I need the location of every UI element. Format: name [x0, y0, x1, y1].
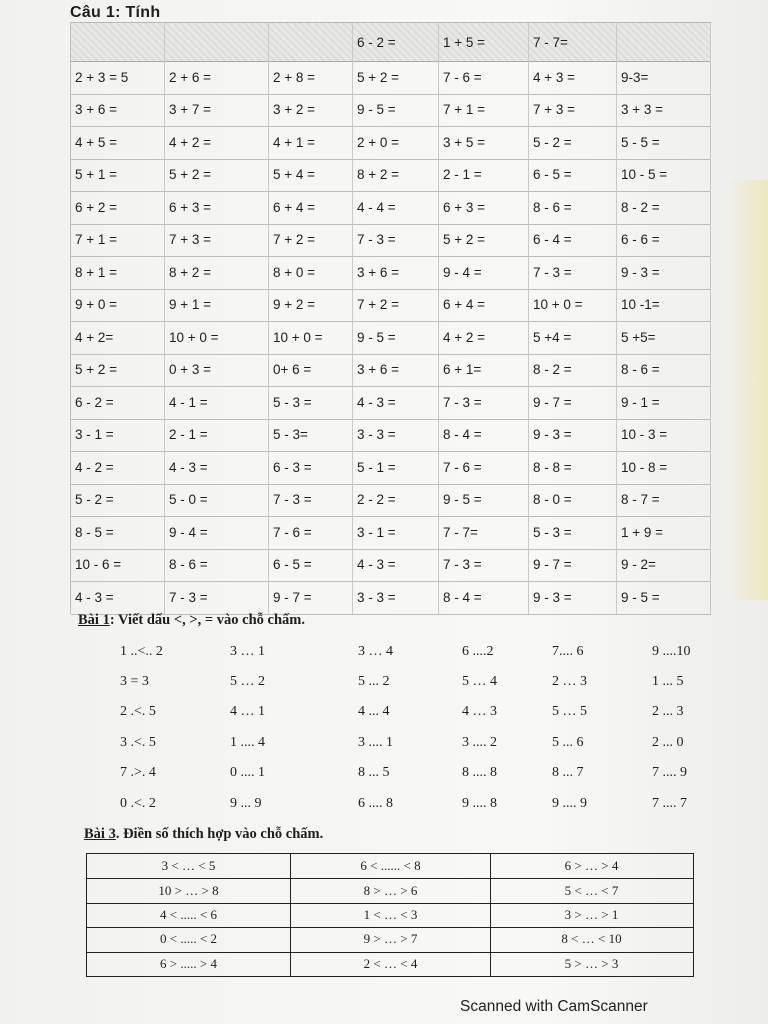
comparison-item: 5 … 4	[462, 674, 497, 689]
calc-cell: 8 - 6 =	[617, 354, 711, 387]
calc-cell: 5 - 1 =	[353, 451, 439, 484]
calc-cell: 3 - 1 =	[353, 516, 439, 549]
calc-row	[71, 419, 711, 453]
comparison-item: 0 .... 1	[230, 765, 265, 780]
fill-cell: 5 > … > 3	[564, 955, 619, 971]
calc-cell: 2 + 6 =	[165, 61, 269, 94]
calc-cell: 9 - 7 =	[529, 386, 617, 419]
comparison-item: 2 … 3	[552, 674, 587, 689]
calc-cell: 8 - 4 =	[439, 581, 529, 614]
calc-cell: 6 - 5 =	[269, 549, 353, 582]
comparison-item: 5 … 2	[230, 674, 265, 689]
calc-cell: 7 - 3 =	[353, 224, 439, 257]
comparison-item: 8 ... 7	[552, 765, 584, 780]
calc-cell: 4 + 1 =	[269, 126, 353, 159]
bai1-instruction: : Viết dấu <, >, = vào chỗ chấm.	[109, 612, 305, 628]
calc-row	[71, 224, 711, 258]
calc-cell: 9 - 5 =	[353, 321, 439, 354]
comparison-item: 4 ... 4	[358, 704, 390, 719]
calc-cell: 8 - 5 =	[71, 516, 165, 549]
fill-cell: 0 < ..... < 2	[87, 927, 291, 951]
calc-row	[71, 581, 711, 615]
fill-cell: 3 > … > 1	[564, 906, 619, 922]
calc-cell: 3 + 7 =	[165, 94, 269, 127]
calc-cell: 6 - 2 =	[353, 23, 439, 61]
calc-row	[71, 451, 711, 485]
calc-cell: 10 + 0 =	[269, 321, 353, 354]
calc-cell: 10 - 5 =	[617, 159, 711, 192]
calc-cell: 5 - 3 =	[269, 386, 353, 419]
calc-cell: 7 + 2 =	[269, 224, 353, 257]
calc-cell: 9 - 2=	[617, 549, 711, 582]
scanner-watermark: Scanned with CamScanner	[460, 998, 648, 1015]
calc-cell: 2 + 3 = 5	[71, 61, 165, 94]
calc-cell: 4 + 2 =	[439, 321, 529, 354]
calc-cell	[165, 23, 269, 61]
calc-cell: 8 - 2 =	[529, 354, 617, 387]
calc-cell: 7 + 1 =	[439, 94, 529, 127]
comparison-item: 3 .<. 5	[120, 735, 156, 750]
calc-cell: 6 + 3 =	[439, 191, 529, 224]
calc-row	[71, 549, 711, 583]
calc-cell: 9 - 1 =	[617, 386, 711, 419]
comparison-item: 7 .... 7	[652, 796, 687, 811]
calc-cell: 5 - 0 =	[165, 484, 269, 517]
comparison-item: 2 ... 0	[652, 735, 684, 750]
calc-cell	[71, 23, 165, 61]
comparison-item: 3 .... 2	[462, 735, 497, 750]
bai3-instruction: . Điền số thích hợp vào chỗ chấm.	[115, 826, 324, 842]
comparison-item: 1 ..<.. 2	[120, 644, 163, 659]
comparison-item: 5 … 5	[552, 704, 587, 719]
calc-cell: 5 - 3 =	[529, 516, 617, 549]
comparison-item: 2 ... 3	[652, 704, 684, 719]
calc-cell: 7 - 3 =	[439, 386, 529, 419]
calc-cell: 4 + 2 =	[165, 126, 269, 159]
calc-cell: 9 - 5 =	[617, 581, 711, 614]
fill-cell: 3 < … < 5	[87, 854, 291, 878]
calc-cell: 9 - 7 =	[269, 581, 353, 614]
calc-cell: 0+ 6 =	[269, 354, 353, 387]
comparison-item: 9 .... 9	[552, 796, 587, 811]
calc-cell	[617, 23, 711, 61]
comparison-item: 9 ... 9	[230, 796, 262, 811]
fill-row	[87, 952, 693, 976]
calc-cell: 8 + 2 =	[353, 159, 439, 192]
calc-cell: 6 - 5 =	[529, 159, 617, 192]
calc-cell: 9 - 5 =	[353, 94, 439, 127]
fill-cell: 4 < ..... < 6	[87, 903, 291, 927]
fill-cell: 9 > … > 7	[291, 927, 491, 951]
calc-header-row	[71, 23, 711, 62]
calc-cell: 7 - 6 =	[439, 451, 529, 484]
calc-cell: 10 - 6 =	[71, 549, 165, 582]
fill-cell: 10 > … > 8	[87, 878, 291, 902]
comparison-item: 0 .<. 2	[120, 796, 156, 811]
calc-cell: 8 - 2 =	[617, 191, 711, 224]
fill-row	[87, 927, 693, 952]
calc-row	[71, 94, 711, 128]
calc-cell: 4 - 1 =	[165, 386, 269, 419]
calc-cell: 8 + 1 =	[71, 256, 165, 289]
calc-cell: 6 + 1=	[439, 354, 529, 387]
calc-row	[71, 126, 711, 160]
calc-cell: 5 + 2 =	[71, 354, 165, 387]
comparison-item: 6 ....2	[462, 644, 494, 659]
comparison-item: 6 .... 8	[358, 796, 393, 811]
calc-cell	[269, 23, 353, 61]
bai1-heading	[78, 612, 305, 629]
calc-cell: 2 + 8 =	[269, 61, 353, 94]
calc-cell: 3 - 3 =	[353, 581, 439, 614]
calc-cell: 7 - 7=	[439, 516, 529, 549]
calc-cell: 5 +5=	[617, 321, 711, 354]
calc-cell: 5 - 2 =	[529, 126, 617, 159]
calc-cell: 7 + 1 =	[71, 224, 165, 257]
calc-cell: 7 - 3 =	[529, 256, 617, 289]
calc-cell: 4 - 4 =	[353, 191, 439, 224]
calc-cell: 9 - 3 =	[617, 256, 711, 289]
calc-cell: 4 - 3 =	[353, 386, 439, 419]
section1-title: Câu 1: Tính	[70, 4, 161, 21]
calc-cell: 7 + 3 =	[165, 224, 269, 257]
calc-cell: 6 + 3 =	[165, 191, 269, 224]
calc-cell: 8 - 0 =	[529, 484, 617, 517]
calc-cell: 5 - 5 =	[617, 126, 711, 159]
comparison-item: 9 .... 8	[462, 796, 497, 811]
calc-cell: 9 - 4 =	[165, 516, 269, 549]
calc-cell: 7 - 3 =	[439, 549, 529, 582]
calc-cell: 6 - 2 =	[71, 386, 165, 419]
calc-cell: 3 + 3 =	[617, 94, 711, 127]
calc-cell: 8 - 6 =	[165, 549, 269, 582]
calc-cell: 7 - 3 =	[165, 581, 269, 614]
calc-cell: 9-3=	[617, 61, 711, 94]
comparison-item: 7.... 6	[552, 644, 584, 659]
calc-row	[71, 321, 711, 355]
calc-cell: 10 + 0 =	[165, 321, 269, 354]
calc-cell: 5 + 2 =	[439, 224, 529, 257]
calc-cell: 8 - 6 =	[529, 191, 617, 224]
calc-cell: 5 +4 =	[529, 321, 617, 354]
comparison-item: 5 ... 2	[358, 674, 390, 689]
paper-tint	[728, 180, 768, 600]
calc-cell: 2 - 2 =	[353, 484, 439, 517]
comparison-item: 1 ... 5	[652, 674, 684, 689]
calc-row	[71, 484, 711, 518]
calc-cell: 3 + 6 =	[353, 256, 439, 289]
calc-row	[71, 289, 711, 323]
calc-cell: 6 - 6 =	[617, 224, 711, 257]
comparison-item: 8 ... 5	[358, 765, 390, 780]
bai3-heading	[84, 826, 323, 843]
calc-cell: 10 -1=	[617, 289, 711, 322]
fill-in-table	[86, 853, 694, 977]
calc-cell: 5 - 2 =	[71, 484, 165, 517]
calc-row	[71, 386, 711, 420]
calc-cell: 10 - 8 =	[617, 451, 711, 484]
calc-row	[71, 354, 711, 388]
calc-cell: 9 - 5 =	[439, 484, 529, 517]
calc-cell: 3 + 6 =	[353, 354, 439, 387]
calc-cell: 3 + 2 =	[269, 94, 353, 127]
calc-cell: 7 + 3 =	[529, 94, 617, 127]
calc-row	[71, 256, 711, 290]
calc-cell: 9 + 1 =	[165, 289, 269, 322]
fill-cell: 8 < … < 10	[561, 931, 622, 947]
fill-cell: 1 < … < 3	[291, 903, 491, 927]
calc-cell: 4 - 3 =	[71, 581, 165, 614]
fill-cell: 6 < ...... < 8	[291, 854, 491, 878]
calc-cell: 7 - 6 =	[439, 61, 529, 94]
calc-row	[71, 159, 711, 193]
comparison-item: 3 … 1	[230, 644, 265, 659]
calc-cell: 8 - 7 =	[617, 484, 711, 517]
comparison-item: 7 .>. 4	[120, 765, 156, 780]
calc-cell: 9 - 7 =	[529, 549, 617, 582]
calc-cell: 7 - 6 =	[269, 516, 353, 549]
comparison-item: 4 … 1	[230, 704, 265, 719]
calc-row	[71, 61, 711, 95]
calc-cell: 9 - 4 =	[439, 256, 529, 289]
calc-cell: 3 - 3 =	[353, 419, 439, 452]
comparison-item: 3 … 4	[358, 644, 393, 659]
comparison-item: 8 .... 8	[462, 765, 497, 780]
calc-cell: 2 - 1 =	[439, 159, 529, 192]
calc-cell: 8 - 8 =	[529, 451, 617, 484]
calc-cell: 4 - 2 =	[71, 451, 165, 484]
calc-cell: 4 + 2=	[71, 321, 165, 354]
calc-cell: 2 - 1 =	[165, 419, 269, 452]
bai1-label: Bài 1	[78, 612, 110, 628]
comparison-item: 5 ... 6	[552, 735, 584, 750]
calc-cell: 5 + 4 =	[269, 159, 353, 192]
calc-cell: 9 + 0 =	[71, 289, 165, 322]
calc-cell: 6 + 2 =	[71, 191, 165, 224]
calc-cell: 9 - 3 =	[529, 419, 617, 452]
calc-cell: 3 + 5 =	[439, 126, 529, 159]
calc-cell: 3 + 6 =	[71, 94, 165, 127]
fill-cell: 6 > ..... > 4	[87, 952, 291, 976]
comparison-item: 3 .... 1	[358, 735, 393, 750]
comparison-item: 3 = 3	[120, 674, 149, 689]
calc-cell: 4 - 3 =	[353, 549, 439, 582]
calc-cell: 6 + 4 =	[439, 289, 529, 322]
calc-row	[71, 516, 711, 550]
fill-row	[87, 878, 693, 903]
bai3-label: Bài 3	[84, 826, 116, 842]
comparison-item: 4 … 3	[462, 704, 497, 719]
calc-cell: 4 - 3 =	[165, 451, 269, 484]
comparison-item: 2 .<. 5	[120, 704, 156, 719]
comparison-item: 1 .... 4	[230, 735, 265, 750]
fill-row	[87, 903, 693, 928]
calc-cell: 8 + 0 =	[269, 256, 353, 289]
calc-cell: 8 - 4 =	[439, 419, 529, 452]
comparison-item: 7 .... 9	[652, 765, 687, 780]
calc-cell: 7 - 3 =	[269, 484, 353, 517]
calc-cell: 10 + 0 =	[529, 289, 617, 322]
calc-cell: 5 - 3=	[269, 419, 353, 452]
fill-cell: 2 < … < 4	[291, 952, 491, 976]
fill-cell: 6 > … > 4	[564, 858, 619, 874]
calc-cell: 4 + 3 =	[529, 61, 617, 94]
calc-cell: 6 - 3 =	[269, 451, 353, 484]
fill-cell: 5 < … < 7	[564, 882, 619, 898]
calc-cell: 2 + 0 =	[353, 126, 439, 159]
calc-cell: 1 + 5 =	[439, 23, 529, 61]
calc-cell: 9 - 3 =	[529, 581, 617, 614]
calc-cell: 4 + 5 =	[71, 126, 165, 159]
calc-cell: 0 + 3 =	[165, 354, 269, 387]
calc-cell: 5 + 1 =	[71, 159, 165, 192]
calc-cell: 10 - 3 =	[617, 419, 711, 452]
calc-cell: 5 + 2 =	[353, 61, 439, 94]
calc-cell: 5 + 2 =	[165, 159, 269, 192]
fill-row	[87, 854, 693, 879]
comparison-item: 9 ....10	[652, 644, 691, 659]
calc-cell: 1 + 9 =	[617, 516, 711, 549]
calc-row	[71, 191, 711, 225]
calc-cell: 9 + 2 =	[269, 289, 353, 322]
calc-cell: 6 + 4 =	[269, 191, 353, 224]
calc-cell: 3 - 1 =	[71, 419, 165, 452]
calculation-grid	[70, 22, 711, 614]
fill-cell: 8 > … > 6	[291, 878, 491, 902]
calc-cell: 7 + 2 =	[353, 289, 439, 322]
calc-cell: 7 - 7=	[529, 23, 617, 61]
calc-cell: 8 + 2 =	[165, 256, 269, 289]
calc-cell: 6 - 4 =	[529, 224, 617, 257]
